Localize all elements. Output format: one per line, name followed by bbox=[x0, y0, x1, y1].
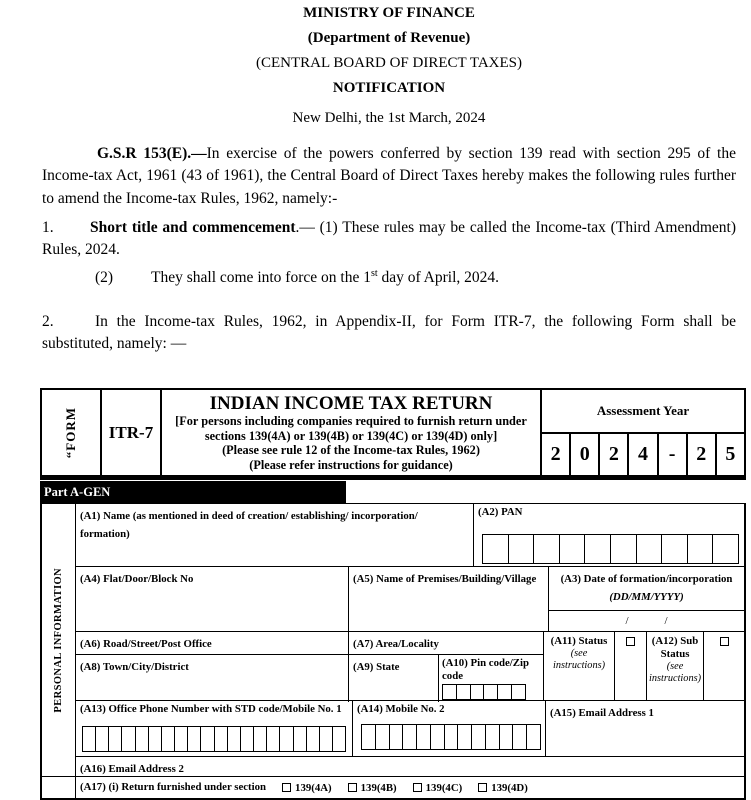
assessment-year-digit: 5 bbox=[725, 443, 736, 465]
assessment-year-digit: 0 bbox=[571, 434, 600, 475]
a17-option-label: 139(4B) bbox=[360, 781, 397, 794]
character-box[interactable] bbox=[483, 684, 498, 700]
character-box[interactable] bbox=[485, 724, 500, 750]
character-box[interactable] bbox=[508, 534, 535, 564]
character-box[interactable] bbox=[471, 724, 486, 750]
field-a7-area-locality[interactable] bbox=[349, 632, 543, 654]
character-box[interactable] bbox=[610, 534, 637, 564]
character-box[interactable] bbox=[293, 726, 307, 752]
clause-1-2-number: (2) bbox=[95, 269, 114, 287]
field-a9-label: (A9) State bbox=[353, 661, 400, 673]
personal-information-label: PERSONAL INFORMATION bbox=[53, 567, 64, 713]
sidebar-spacer bbox=[42, 777, 76, 798]
assessment-year-label: Assessment Year bbox=[542, 390, 744, 434]
character-box[interactable] bbox=[214, 726, 228, 752]
field-a13-label: (A13) Office Phone Number with STD code/Mobile No. 1 bbox=[80, 703, 342, 715]
character-box[interactable] bbox=[402, 724, 417, 750]
field-a16-email-2[interactable] bbox=[76, 757, 744, 776]
field-a8-town-city[interactable] bbox=[76, 655, 349, 702]
character-box[interactable] bbox=[430, 724, 445, 750]
character-box[interactable] bbox=[332, 726, 346, 752]
clause-2 bbox=[42, 311, 736, 356]
checkbox-icon[interactable] bbox=[478, 783, 487, 792]
character-box[interactable] bbox=[306, 726, 320, 752]
assessment-year-digit: 2 bbox=[542, 434, 571, 475]
field-a6-label: (A6) Road/Street/Post Office bbox=[80, 638, 212, 650]
status-checkbox-cell[interactable] bbox=[615, 632, 647, 700]
field-a2-pan[interactable] bbox=[474, 504, 744, 566]
row-a1-a2 bbox=[76, 504, 744, 566]
field-a15-email-1[interactable] bbox=[546, 701, 744, 756]
character-box[interactable] bbox=[82, 726, 96, 752]
character-box[interactable] bbox=[712, 534, 739, 564]
field-a3-label: (A3) Date of formation/incorporation bbox=[560, 573, 733, 585]
part-a-gen-bar bbox=[40, 481, 746, 503]
character-box[interactable] bbox=[266, 726, 280, 752]
field-a5-label: (A5) Name of Premises/Building/Village bbox=[353, 573, 537, 585]
character-box[interactable] bbox=[319, 726, 333, 752]
field-a3-format: (DD/MM/YYYY) bbox=[609, 591, 684, 603]
character-box[interactable] bbox=[148, 726, 162, 752]
a17-option[interactable] bbox=[413, 782, 463, 794]
checkbox-icon[interactable] bbox=[720, 637, 729, 646]
field-a4-label: (A4) Flat/Door/Block No bbox=[80, 573, 194, 585]
checkbox-icon[interactable] bbox=[348, 783, 357, 792]
field-a12-label: (A12) Sub Status bbox=[651, 635, 699, 660]
clause-1-2-body-end: day of April, 2024. bbox=[377, 269, 500, 287]
assessment-year-digits bbox=[542, 434, 744, 475]
form-subtitle-1: [For persons including companies required to furnish return under sections 139(4A) or 139(4B) or 139(4C) or 139(4D) only] bbox=[175, 414, 527, 443]
field-a1-name[interactable] bbox=[76, 504, 474, 566]
character-box[interactable] bbox=[512, 724, 527, 750]
form-header-table bbox=[40, 388, 746, 480]
clause-1 bbox=[42, 217, 736, 262]
field-a4-flat-door-block[interactable] bbox=[76, 567, 349, 631]
character-box[interactable] bbox=[187, 726, 201, 752]
character-box[interactable] bbox=[444, 724, 459, 750]
field-a1-label: (A1) Name (as mentioned in deed of creation/ establishing/ incorporation/ formation) bbox=[80, 510, 418, 540]
field-a10-pincode[interactable] bbox=[439, 655, 543, 702]
field-a16-label: (A16) Email Address 2 bbox=[80, 763, 184, 775]
field-a12-note: (see instructions) bbox=[648, 660, 702, 684]
field-a11-label: (A11) Status bbox=[550, 635, 608, 647]
form-subtitle-2: (Please see rule 12 of the Income-tax Rules, 1962) bbox=[222, 443, 480, 457]
row-a13-a14-a15 bbox=[76, 700, 744, 756]
field-a17-label: (A17) (i) Return furnished under section bbox=[80, 781, 267, 794]
field-a17-return-section bbox=[76, 777, 744, 798]
phone1-input-boxes[interactable] bbox=[82, 726, 346, 752]
assessment-year-digit: 2 bbox=[600, 434, 629, 475]
clause-1-2-body: They shall come into force on the 1 bbox=[151, 269, 371, 287]
checkbox-icon[interactable] bbox=[626, 637, 635, 646]
field-a10-label: (A10) Pin code/Zip code bbox=[442, 657, 529, 682]
a17-option-label: 139(4A) bbox=[295, 781, 332, 794]
field-a11-note: (see instructions) bbox=[552, 647, 606, 671]
pincode-input-boxes[interactable] bbox=[442, 684, 526, 700]
field-a13-phone-1[interactable] bbox=[76, 701, 353, 756]
character-box[interactable] bbox=[497, 684, 512, 700]
field-a15-label: (A15) Email Address 1 bbox=[550, 707, 654, 719]
character-box[interactable] bbox=[240, 726, 254, 752]
character-box[interactable] bbox=[559, 534, 586, 564]
field-a12-sub-status[interactable] bbox=[647, 632, 704, 700]
a17-option[interactable] bbox=[348, 782, 397, 794]
form-title: INDIAN INCOME TAX RETURN bbox=[209, 393, 493, 414]
assessment-year-cell bbox=[542, 390, 744, 475]
field-a8-label: (A8) Town/City/District bbox=[80, 661, 189, 673]
field-a2-label: (A2) PAN bbox=[478, 506, 523, 518]
form-subtitle-3: (Please refer instructions for guidance) bbox=[249, 457, 453, 472]
row-a17 bbox=[42, 776, 744, 798]
a17-option[interactable] bbox=[478, 782, 528, 794]
field-a9-state[interactable] bbox=[349, 655, 439, 702]
ministry-heading: MINISTRY OF FINANCE bbox=[303, 5, 475, 21]
character-box[interactable] bbox=[416, 724, 431, 750]
department-heading: (Department of Revenue) bbox=[307, 30, 471, 46]
form-label: “FORM bbox=[63, 406, 78, 459]
character-box[interactable] bbox=[584, 534, 611, 564]
field-a5-premises[interactable] bbox=[349, 567, 549, 631]
assessment-year-digit: 2 bbox=[688, 434, 717, 475]
assessment-year-digit: 4 bbox=[629, 434, 658, 475]
form-title-cell bbox=[162, 390, 542, 475]
field-a14-mobile-2[interactable] bbox=[353, 701, 546, 756]
character-box[interactable] bbox=[636, 534, 663, 564]
field-a3-header bbox=[549, 567, 744, 611]
a17-option[interactable] bbox=[282, 782, 332, 794]
date-separator: / bbox=[625, 615, 629, 627]
character-box[interactable] bbox=[482, 534, 509, 564]
personal-information-sidebar bbox=[42, 504, 76, 776]
character-box[interactable] bbox=[200, 726, 214, 752]
checkbox-icon[interactable] bbox=[282, 783, 291, 792]
character-box[interactable] bbox=[108, 726, 122, 752]
field-a6-road-street[interactable] bbox=[76, 632, 349, 654]
character-box[interactable] bbox=[161, 726, 175, 752]
a17-options bbox=[266, 782, 528, 794]
row-a16 bbox=[76, 756, 744, 776]
character-box[interactable] bbox=[470, 684, 485, 700]
clause-1-number: 1. bbox=[42, 218, 54, 236]
itr7-form bbox=[40, 388, 746, 800]
field-a3-date-of-formation[interactable] bbox=[549, 567, 744, 631]
form-label-cell bbox=[42, 390, 102, 475]
mobile2-input-boxes[interactable] bbox=[361, 724, 541, 750]
character-box[interactable] bbox=[95, 726, 109, 752]
date-separator: / bbox=[664, 615, 668, 627]
clause-1-body: .— (1) These rules may be called the Income-tax (Third Amendment) Rules, 2024. bbox=[42, 218, 736, 259]
character-box[interactable] bbox=[511, 684, 526, 700]
gsr-paragraph bbox=[42, 143, 736, 210]
gsr-body: In exercise of the powers conferred by section 139 read with section 295 of the Income-tax Act, 1961 (43 of 1961), the Central Board of Direct Taxes hereby makes the following rules further to amend the Income-tax Rules, 1962, namely:- bbox=[42, 145, 736, 207]
clause-2-body: In the Income-tax Rules, 1962, in Appendix-II, for Form ITR-7, the following Form shall be substituted, namely: — bbox=[42, 312, 736, 353]
character-box[interactable] bbox=[442, 684, 457, 700]
character-box[interactable] bbox=[457, 724, 472, 750]
notification-text bbox=[42, 0, 736, 355]
cbdt-heading: (CENTRAL BOARD OF DIRECT TAXES) bbox=[255, 55, 523, 71]
character-box[interactable] bbox=[456, 684, 471, 700]
part-a-table bbox=[40, 503, 746, 800]
checkbox-icon[interactable] bbox=[413, 783, 422, 792]
clause-2-number: 2. bbox=[42, 312, 54, 330]
date-input-area[interactable] bbox=[549, 611, 744, 631]
character-box[interactable] bbox=[389, 724, 404, 750]
sub-status-checkbox-cell[interactable] bbox=[704, 632, 744, 700]
part-a-gen-title: Part A-GEN bbox=[40, 481, 346, 503]
field-a7-label: (A7) Area/Locality bbox=[353, 638, 439, 650]
character-box[interactable] bbox=[361, 724, 376, 750]
a17-option-label: 139(4D) bbox=[491, 781, 528, 794]
character-box[interactable] bbox=[135, 726, 149, 752]
character-box[interactable] bbox=[526, 724, 541, 750]
a17-option-label: 139(4C) bbox=[425, 781, 463, 794]
character-box[interactable] bbox=[227, 726, 241, 752]
character-box[interactable] bbox=[661, 534, 688, 564]
clause-1-title: Short title and commencement bbox=[90, 218, 296, 236]
row-a6-to-a12 bbox=[76, 631, 744, 700]
character-box[interactable] bbox=[499, 724, 514, 750]
form-code-cell: ITR-7 bbox=[102, 390, 162, 475]
notification-heading: NOTIFICATION bbox=[332, 80, 446, 96]
row-a4-a5-a3 bbox=[76, 566, 744, 631]
character-box[interactable] bbox=[375, 724, 390, 750]
clause-1-2 bbox=[42, 267, 736, 289]
character-box[interactable] bbox=[687, 534, 714, 564]
field-a11-status[interactable] bbox=[544, 632, 615, 700]
field-a14-label: (A14) Mobile No. 2 bbox=[357, 703, 445, 715]
assessment-year-digit: - bbox=[659, 434, 688, 475]
character-box[interactable] bbox=[121, 726, 135, 752]
character-box[interactable] bbox=[279, 726, 293, 752]
character-box[interactable] bbox=[174, 726, 188, 752]
gsr-number: G.S.R 153(E).— bbox=[97, 145, 207, 162]
character-box[interactable] bbox=[253, 726, 267, 752]
ordinal-superscript: st bbox=[370, 268, 378, 280]
pan-input-boxes[interactable] bbox=[482, 534, 739, 564]
character-box[interactable] bbox=[533, 534, 560, 564]
dateline: New Delhi, the 1st March, 2024 bbox=[292, 110, 486, 126]
